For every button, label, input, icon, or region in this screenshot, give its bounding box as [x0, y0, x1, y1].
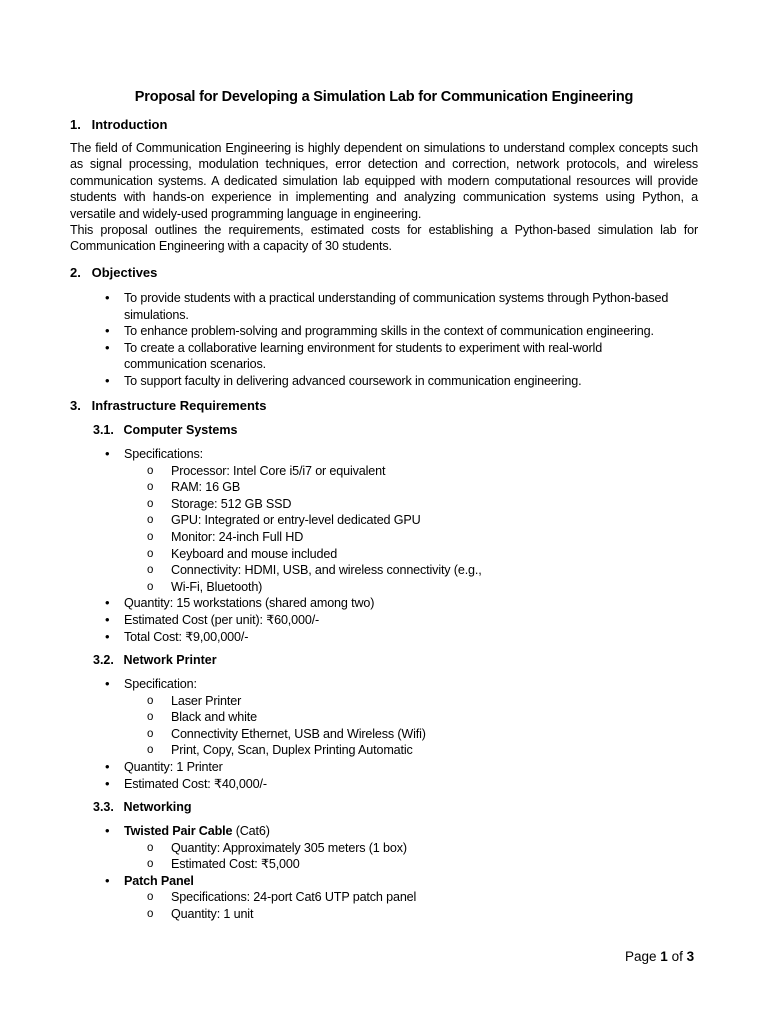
subsection-heading-text: Network Printer [123, 653, 217, 667]
of-word: of [671, 949, 683, 964]
subsection-3-3-heading [93, 800, 192, 814]
section-heading-text: Objectives [91, 265, 158, 280]
subsection-heading-text: Networking [123, 800, 192, 814]
spec-item: o Storage: 512 GB SSD [0, 496, 768, 513]
item-label: Patch Panel [124, 873, 194, 888]
unit-cost-item: • Estimated Cost (per unit): ₹60,000/- [0, 612, 768, 629]
spec-item: o Keyboard and mouse included [0, 546, 768, 563]
specifications-label: • Specifications: [0, 446, 768, 463]
section-heading-text: Infrastructure Requirements [91, 398, 267, 413]
objective-item: • To provide students with a practical understanding of communication systems through Python-based simulations. [0, 290, 669, 323]
document-title: Proposal for Developing a Simulation Lab for Communication Engineering [134, 89, 634, 105]
section-heading-text: Introduction [91, 117, 168, 132]
spec-item: o Wi-Fi, Bluetooth) [0, 579, 768, 596]
spec-item: o Laser Printer [0, 693, 768, 710]
section-number: 3. [70, 398, 81, 413]
objective-item: • To create a collaborative learning environment for students to experiment with real-world communication scenarios. [0, 340, 669, 373]
quantity-item: • Quantity: 15 workstations (shared among two) [0, 595, 768, 612]
intro-paragraph-1: The field of Communication Engineering is highly dependent on simulations to understand complex concepts such as signal processing, modulation techniques, error detection and correction, network protocols, and wireless communication systems. A dedicated simulation lab equipped with modern computational resources will provide students with hands-on experience in implementing and analyzing communication systems using Python, a versatile and widely-used programming language in engineering. [70, 141, 698, 221]
objective-item: • To support faculty in delivering advanced coursework in communication engineering. [0, 373, 669, 390]
spec-item: o Monitor: 24-inch Full HD [0, 529, 768, 546]
subsection-number: 3.1. [93, 423, 114, 437]
subsection-number: 3.3. [93, 800, 114, 814]
subsection-heading-text: Computer Systems [123, 423, 238, 437]
objectives-list [0, 290, 768, 390]
network-printer-list [0, 676, 768, 792]
section-number: 1. [70, 117, 81, 132]
total-cost-item: • Total Cost: ₹9,00,000/- [0, 629, 768, 646]
objective-item: • To enhance problem-solving and programming skills in the context of communication engineering. [0, 323, 669, 340]
total-pages: 3 [686, 949, 695, 964]
networking-list [0, 823, 768, 923]
twisted-pair-cable-item [0, 823, 768, 840]
page-word: Page [625, 949, 657, 964]
subsection-3-1-heading [93, 423, 237, 437]
item-suffix: (Cat6) [232, 824, 270, 838]
spec-item: o Connectivity: HDMI, USB, and wireless connectivity (e.g., [0, 562, 768, 579]
section-1-heading [70, 117, 167, 132]
subsection-number: 3.2. [93, 653, 114, 667]
subsection-3-2-heading [93, 653, 217, 667]
spec-item: o GPU: Integrated or entry-level dedicated GPU [0, 512, 768, 529]
specification-label: • Specification: [0, 676, 768, 693]
spec-item: o Processor: Intel Core i5/i7 or equivalent [0, 463, 768, 480]
spec-item: o RAM: 16 GB [0, 479, 768, 496]
cost-item: • Estimated Cost: ₹40,000/- [0, 776, 768, 793]
computer-systems-list [0, 446, 768, 645]
quantity-item: • Quantity: 1 Printer [0, 759, 768, 776]
panel-detail-item: o Quantity: 1 unit [0, 906, 768, 923]
current-page: 1 [660, 949, 668, 964]
intro-paragraph-2: This proposal outlines the requirements, estimated costs for establishing a Python-based simulation lab for Communication Engineering with a capacity of 30 students. [70, 223, 698, 254]
section-3-heading [70, 398, 266, 413]
panel-detail-item: o Specifications: 24-port Cat6 UTP patch panel [0, 889, 768, 906]
patch-panel-item [0, 873, 768, 890]
section-2-heading [70, 265, 157, 280]
page-number [625, 949, 694, 964]
spec-item: o Print, Copy, Scan, Duplex Printing Automatic [0, 742, 768, 759]
section-number: 2. [70, 265, 81, 280]
item-label: Twisted Pair Cable [124, 824, 233, 838]
cable-detail-item: o Estimated Cost: ₹5,000 [0, 856, 768, 873]
spec-item: o Black and white [0, 709, 768, 726]
spec-item: o Connectivity Ethernet, USB and Wireless (Wifi) [0, 726, 768, 743]
cable-detail-item: o Quantity: Approximately 305 meters (1 box) [0, 840, 768, 857]
